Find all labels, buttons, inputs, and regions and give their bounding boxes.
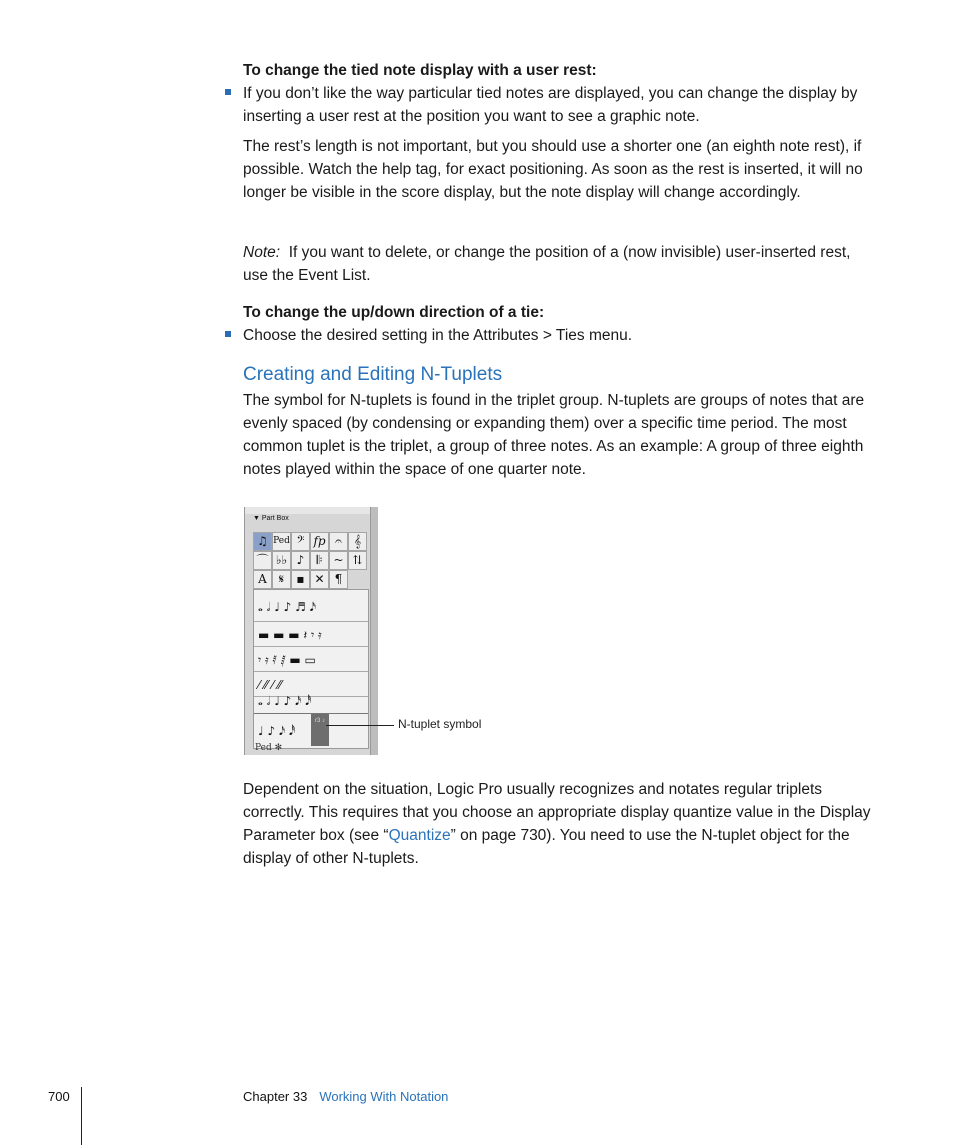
part-box-screenshot [244, 507, 378, 755]
section-title: Creating and Editing N-Tuplets [243, 364, 503, 385]
callout-line [326, 725, 394, 726]
part-box-scrollbar[interactable] [370, 507, 378, 755]
note-label: Note: [243, 244, 281, 261]
callout-label: N-tuplet symbol [398, 717, 482, 731]
palette-row-triplets[interactable]: ♩ ♪ 𝅘𝅥𝅯 𝅘𝅥𝅰 [258, 724, 296, 738]
part-group-notes[interactable]: ♫ [253, 532, 272, 551]
final-paragraph [243, 778, 873, 870]
part-group-beams[interactable]: ▪ [291, 570, 310, 589]
part-group-staff[interactable]: 𝄞 [348, 532, 367, 551]
ntuplet-paragraph: The symbol for N-tuplets is found in the triplet group. N-tuplets are groups of notes that are evenly spaced (by condensing or expanding them) over a specific time period. The most common tuplet is the triplet, a group of three notes. As an example: A group of three eighth notes played within the space of one quarter note. [243, 392, 865, 478]
part-group-dynamics[interactable]: fp [310, 532, 329, 551]
part-group-slurs[interactable]: ⌒ [253, 551, 272, 570]
part-group-text[interactable]: A [253, 570, 272, 589]
page-number: 700 [48, 1089, 70, 1104]
part-box-title: ▼ Part Box [253, 515, 289, 522]
tie-heading: To change the up/down direction of a tie: [243, 304, 545, 321]
tied-paragraph: The rest’s length is not important, but you should use a shorter one (an eighth note rest), if possible. Watch the help tag, for exact positioning. As soon as the rest is inserted, it will no longer be visible in the score display, but the note display will change accordingly. [243, 138, 863, 201]
bullet-square-icon [225, 89, 231, 95]
note-paragraph [243, 241, 873, 287]
chapter-label: Chapter 33 [243, 1089, 308, 1104]
part-group-fermata[interactable]: 𝄐 [329, 532, 348, 551]
ntuplet-symbol[interactable]: r3 ♪ [311, 714, 329, 746]
part-group-ornaments[interactable]: ~ [329, 551, 348, 570]
tie-bullet-text: Choose the desired setting in the Attributes > Ties menu. [243, 327, 633, 344]
tied-heading: To change the tied note display with a user rest: [243, 62, 597, 79]
bullet-square-icon [225, 331, 231, 337]
part-box-titlebar [245, 507, 378, 514]
part-group-clefs[interactable]: 𝄢 [291, 532, 310, 551]
part-group-chords[interactable]: ✕ [310, 570, 329, 589]
quantize-link[interactable]: Quantize [388, 827, 451, 844]
part-group-accidentals[interactable]: ♭♭ [272, 551, 291, 570]
part-group-arpeggio[interactable]: ⇅ [348, 551, 367, 570]
footer-rule [81, 1087, 82, 1145]
palette-row-note-values[interactable]: 𝅝 𝅗𝅥 ♩ ♪ 𝅘𝅥𝅯 𝅘𝅥𝅰 [254, 688, 368, 714]
part-group-pedal[interactable]: Ped [272, 532, 291, 551]
final-text-2: ” on page 730). You need to use the N-tuplet object for the display of other N-tuplets. [243, 827, 850, 867]
footer-chapter [243, 1089, 448, 1104]
part-group-markers[interactable]: ¶ [329, 570, 348, 589]
tied-bullet-text: If you don’t like the way particular tied notes are displayed, you can change the display by inserting a user rest at the position you want to see a graphic note. [243, 85, 858, 125]
palette-row-slashes[interactable]: ⁄ ⁄⁄ ⁄ ⁄⁄ [254, 673, 368, 697]
part-group-note-symbols[interactable]: ♪ [291, 551, 310, 570]
palette-row-short-rests[interactable]: 𝄾 𝄿 𝅀 𝅁 ▬ ▭ [254, 648, 368, 672]
palette-row-rests[interactable]: ▬ ▬ ▬ 𝄽 𝄾 𝄿 [254, 623, 368, 647]
part-box-bottom-glyphs: Ped ✻ [255, 743, 283, 753]
palette-row-notes[interactable]: 𝅝 𝅗𝅥 ♩ ♪ ♬ 𝅘𝅥𝅯 [254, 592, 368, 622]
part-group-segno[interactable]: 𝄋 [272, 570, 291, 589]
note-text: If you want to delete, or change the position of a (now invisible) user-inserted rest, use the Event List. [243, 244, 851, 284]
final-text-1: Dependent on the situation, Logic Pro usually recognizes and notates regular triplets correctly. This requires that you choose an appropriate display quantize value in the Display Parameter box (see “ [243, 781, 871, 844]
part-group-repeats[interactable]: 𝄆 [310, 551, 329, 570]
chapter-title-link[interactable]: Working With Notation [319, 1089, 449, 1104]
